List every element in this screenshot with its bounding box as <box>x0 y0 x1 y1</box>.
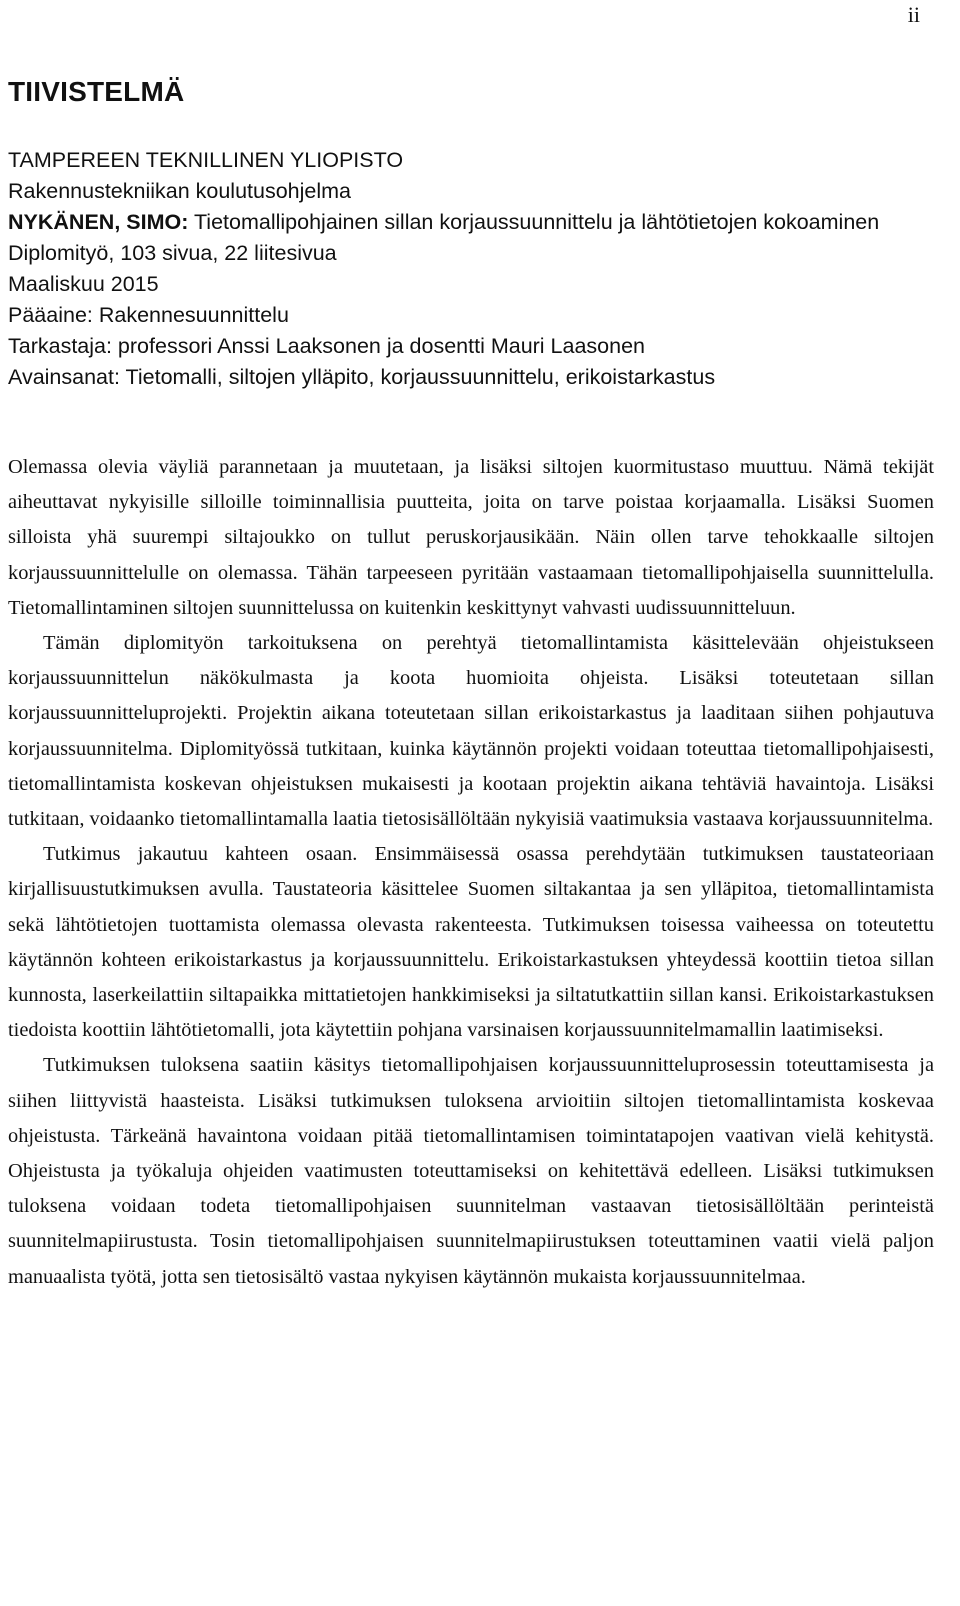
author-name: NYKÄNEN, SIMO: <box>8 210 189 234</box>
page-count: Diplomityö, 103 sivua, 22 liitesivua <box>8 241 337 265</box>
page-heading: TIIVISTELMÄ <box>8 76 185 107</box>
thesis-metadata <box>8 145 948 393</box>
abstract-body <box>8 450 934 1295</box>
university-name: TAMPEREEN TEKNILLINEN YLIOPISTO <box>8 148 404 172</box>
degree-programme: Rakennustekniikan koulutusohjelma <box>8 179 352 203</box>
page-number: ii <box>907 2 920 27</box>
thesis-title: Tietomallipohjainen sillan korjaussuunnittelu ja lähtötietojen kokoaminen <box>193 210 880 234</box>
abstract-paragraph-3: Tutkimus jakautuu kahteen osaan. Ensimmäisessä osassa perehdytään tutkimuksen taustateoriaan kirjallisuustutkimuksen avulla. Taustateoria käsittelee Suomen siltakantaa ja sen ylläpitoa, tietomallintamista sekä lähtötietojen tuottamista olemassa olevasta rakenteesta. Tutkimuksen toisessa vaiheessa on toteutettu käytännön kohteen erikoistarkastus ja korjaussuunnittelu. Erikoistarkastuksen yhteydessä koottiin tietoa sillan kunnosta, laserkeilattiin siltapaikka mittatietojen hankkimiseksi ja siltatutkattiin sillan kansi. Erikoistarkastuksen tiedoista koottiin lähtötietomalli, jota käytettiin pohjana varsinaisen korjaussuunnitelmamallin laatimiseksi. <box>8 843 934 1042</box>
abstract-paragraph-2: Tämän diplomityön tarkoituksena on perehtyä tietomallintamista käsittelevään ohjeistukseen korjaussuunnittelun näkökulmasta ja koota huomioita ohjeista. Lisäksi toteutetaan sillan korjaussuunnitteluprojekti. Projektin aikana toteutetaan sillan erikoistarkastus ja laaditaan siihen pohjautuva korjaussuunnitelma. Diplomityössä tutkitaan, kuinka käytännön projekti voidaan toteuttaa tietomallipohjaisesti, tietomallintamista koskevan ohjeistuksen mukaisesti ja kootaan projektin aikana tehtäviä havaintoja. Lisäksi tutkitaan, voidaanko tietomallintamalla laatia tietosisällöltään nykyisiä vaatimuksia vastaava korjaussuunnitelma. <box>8 632 934 831</box>
keywords: Avainsanat: Tietomalli, siltojen ylläpito, korjaussuunnittelu, erikoistarkastus <box>8 365 716 389</box>
author-and-title <box>8 207 943 238</box>
publication-date: Maaliskuu 2015 <box>8 272 159 296</box>
examiners: Tarkastaja: professori Anssi Laaksonen ja dosentti Mauri Laasonen <box>8 334 646 358</box>
abstract-paragraph-1: Olemassa olevia väyliä parannetaan ja muutetaan, ja lisäksi siltojen kuormitustaso muuttuu. Nämä tekijät aiheuttavat nykyisille silloille toiminnallisia puutteita, joita on tarve poistaa korjaamalla. Lisäksi Suomen silloista yhä suurempi siltajoukko on tullut peruskorjausikään. Näin ollen tarve tehokkaalle siltojen korjaussuunnittelulle on olemassa. Tähän tarpeeseen pyritään vastaamaan tietomallipohjaisella suunnittelulla. Tietomallintaminen siltojen suunnittelussa on kuitenkin keskittynyt vahvasti uudissuunnitteluun. <box>8 456 934 619</box>
abstract-paragraph-4: Tutkimuksen tuloksena saatiin käsitys tietomallipohjaisen korjaussuunnitteluprosessin toteuttamisesta ja siihen liittyvistä haasteista. Lisäksi tutkimuksen tuloksena arvioitiin siltojen tietomallintamista koskevaa ohjeistusta. Tärkeänä havaintona voidaan pitää tietomallintamisen toimintatapojen vaativan vielä kehitystä. Ohjeistusta ja työkaluja ohjeiden vaatimusten toteuttamiseksi on kehitettävä edelleen. Lisäksi tutkimuksen tuloksena voidaan todeta tietomallipohjaisen suunnitelman vastaavan tietosisällöltään perinteistä suunnitelmapiirustusta. Tosin tietomallipohjaisen suunnitelmapiirustuksen toteuttaminen vaatii vielä paljon manuaalista työtä, jotta sen tietosisältö vastaa nykyisen käytännön mukaista korjaussuunnitelmaa. <box>8 1054 934 1288</box>
major-subject: Pääaine: Rakennesuunnittelu <box>8 303 289 327</box>
